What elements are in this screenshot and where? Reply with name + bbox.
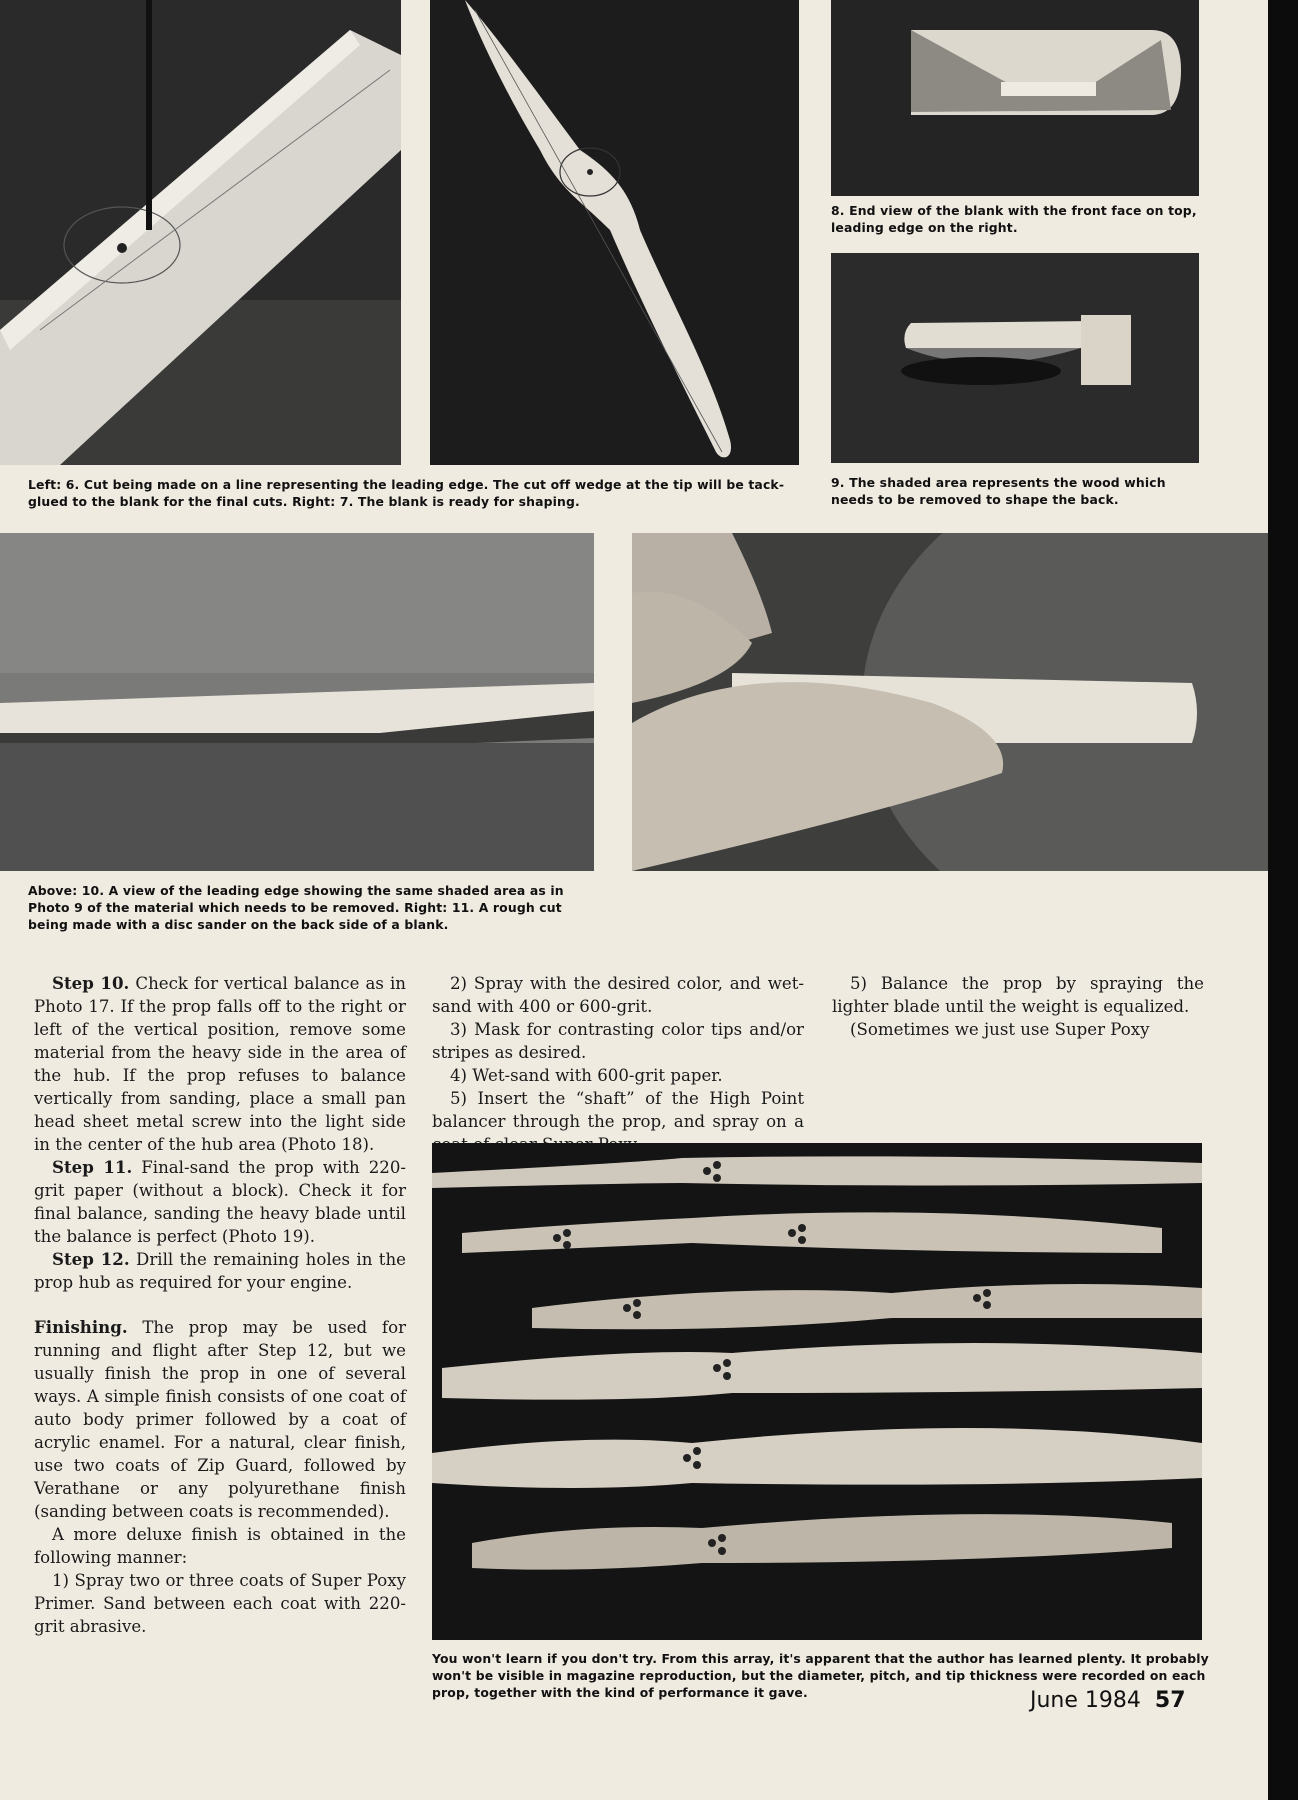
step-11-label: Step 11. bbox=[52, 1157, 133, 1177]
step-11-paragraph bbox=[34, 1156, 406, 1248]
step-10-label: Step 10. bbox=[52, 973, 130, 993]
caption-photos-10-11: Above: 10. A view of the leading edge showing the same shaded area as in Photo 9 of the material which needs to be removed. Right: 11. A rough cut being made with a disc sander on the back side of a blank. bbox=[28, 883, 564, 932]
item-4-paragraph: 4) Wet-sand with 600-grit paper. bbox=[450, 1066, 723, 1085]
step-10-paragraph bbox=[34, 972, 406, 1156]
step-10-text: Check for vertical balance as in Photo 17. If the prop falls off to the right or left of the vertical position, remove some material from the heavy side in the area of the hub. If the prop refuses to balance vertically from sanding, place a small pan head sheet metal screw into the light side in the center of the hub area (Photo 18). bbox=[34, 974, 406, 1154]
photo-prop-array bbox=[432, 1143, 1202, 1640]
finishing-label: Finishing. bbox=[34, 1317, 128, 1337]
photo-10-leading-edge bbox=[0, 533, 594, 871]
item-2-paragraph: 2) Spray with the desired color, and wet-sand with 400 or 600-grit. bbox=[432, 974, 804, 1016]
item-1-paragraph: 1) Spray two or three coats of Super Poxy Primer. Sand between each coat with 220-grit abrasive. bbox=[34, 1571, 406, 1636]
item-5-paragraph: 5) Insert the “shaft” of the High Point balancer through the prop, and spray on a bbox=[432, 1089, 804, 1131]
step-12-paragraph bbox=[34, 1248, 406, 1294]
issue-date: June 1984 bbox=[1030, 1688, 1141, 1713]
scan-edge bbox=[1268, 0, 1298, 1800]
photo-6-cutting-blank bbox=[0, 0, 401, 465]
finishing-paragraph bbox=[34, 1316, 406, 1523]
photo-8-end-view bbox=[831, 0, 1199, 196]
article-column-3 bbox=[832, 972, 1204, 1041]
page-footer bbox=[1030, 1688, 1186, 1713]
item-5b-paragraph: 5) Balance the prop by spraying the lighter blade until the weight is equalized. bbox=[832, 974, 1204, 1016]
step-12-label: Step 12. bbox=[52, 1249, 130, 1269]
step-11-text: Final-sand the prop with 220-grit paper (without a block). Check it for final balance, sanding the heavy blade until the balance is perfect (Photo 19). bbox=[34, 1158, 406, 1246]
page-number: 57 bbox=[1154, 1688, 1186, 1713]
sometimes-paragraph: (Sometimes we just use Super Poxy bbox=[850, 1020, 1150, 1039]
photo-7-blank-ready bbox=[430, 0, 799, 465]
item-3-paragraph: 3) Mask for contrasting color tips and/or stripes as desired. bbox=[432, 1020, 804, 1062]
finishing-text: The prop may be used for running and flight after Step 12, but we usually finish the prop in one of several ways. A simple finish consists of one coat of auto body primer followed by a coat of acrylic enamel. For a natural, clear finish, use two coats of Zip Guard, followed by Verathane or any polyurethane finish (sanding between coats is recommended). bbox=[34, 1318, 406, 1521]
article-column-1 bbox=[34, 972, 406, 1638]
deluxe-paragraph: A more deluxe finish is obtained in the following manner: bbox=[34, 1525, 406, 1567]
photo-9-shaded-area bbox=[831, 253, 1199, 463]
article-column-2 bbox=[432, 972, 804, 1156]
photo-11-disc-sander bbox=[632, 533, 1268, 871]
caption-photo-8: 8. End view of the blank with the front face on top, leading edge on the right. bbox=[831, 203, 1197, 235]
caption-photo-9: 9. The shaded area represents the wood which needs to be removed to shape the back. bbox=[831, 475, 1166, 507]
caption-prop-array: You won't learn if you don't try. From this array, it's apparent that the author has learned plenty. It probably won't be visible in magazine reproduction, but the diameter, pitch, and tip thickness were recorded on each prop, together with the kind of performance it gave. bbox=[432, 1651, 1209, 1700]
caption-photos-6-7: Left: 6. Cut being made on a line representing the leading edge. The cut off wedge at the tip will be tack-glued to the blank for the final cuts. Right: 7. The blank is ready for shaping. bbox=[28, 477, 785, 509]
step-12-text: Drill the remaining holes in the prop hub as required for your engine. bbox=[34, 1250, 406, 1292]
